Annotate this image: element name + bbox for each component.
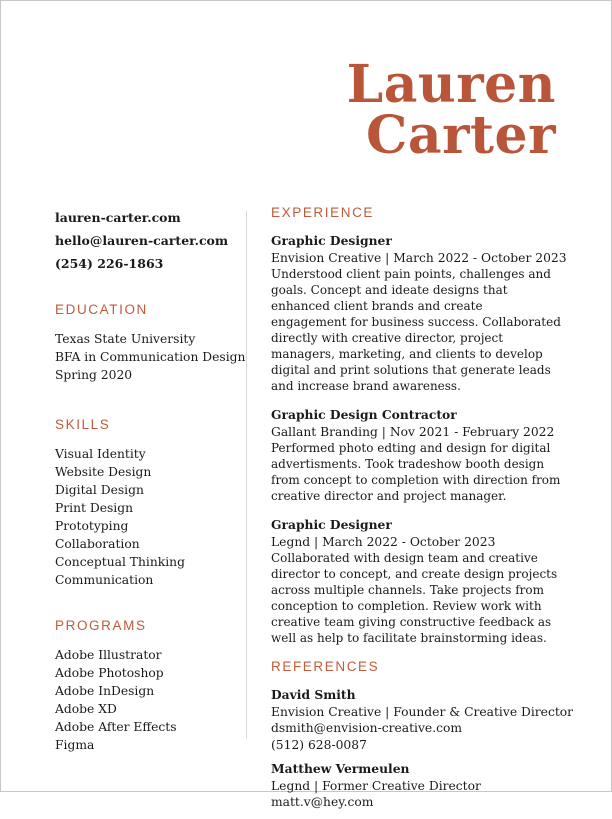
skill-item: Communication bbox=[55, 573, 154, 587]
skill-item: Website Design bbox=[55, 465, 152, 479]
education-date: Spring 2020 bbox=[55, 368, 133, 382]
education-section bbox=[55, 302, 246, 384]
programs-heading: PROGRAMS bbox=[55, 618, 147, 633]
reference-name: Matthew Vermeulen bbox=[271, 761, 410, 776]
skill-item: Collaboration bbox=[55, 537, 140, 551]
reference-company-role: Legnd | Former Creative Director bbox=[271, 778, 481, 793]
experience-heading: EXPERIENCE bbox=[271, 205, 375, 220]
education-school: Texas State University bbox=[55, 332, 196, 346]
reference-company-role: Envision Creative | Founder & Creative Director bbox=[271, 704, 574, 719]
skills-heading: SKILLS bbox=[55, 417, 111, 432]
education-heading: EDUCATION bbox=[55, 302, 148, 317]
references-heading: REFERENCES bbox=[271, 659, 380, 674]
job-title: Graphic Designer bbox=[271, 233, 392, 248]
skill-item: Print Design bbox=[55, 501, 134, 515]
job-company-dates: Legnd | March 2022 - October 2023 bbox=[271, 534, 496, 549]
job-entry bbox=[271, 233, 567, 394]
reference-name: David Smith bbox=[271, 687, 356, 702]
name-first: Lauren bbox=[346, 54, 556, 115]
job-description: Performed photo edting and design for digital advertisments. Took tradeshow booth design from concept to completion with direction from creative director and project manager. bbox=[271, 441, 561, 503]
references-section bbox=[271, 659, 574, 811]
column-divider bbox=[246, 211, 247, 739]
job-entry bbox=[271, 517, 561, 646]
program-item: Figma bbox=[55, 738, 95, 752]
skills-section bbox=[55, 417, 235, 589]
contact-website: lauren-carter.com bbox=[55, 210, 181, 225]
reference-email: dsmith@envision-creative.com bbox=[271, 721, 463, 735]
experience-section bbox=[271, 205, 567, 646]
job-company-dates: Envision Creative | March 2022 - October 2023 bbox=[271, 250, 567, 265]
skill-item: Visual Identity bbox=[55, 447, 146, 461]
program-item: Adobe XD bbox=[55, 702, 117, 716]
job-title: Graphic Designer bbox=[271, 517, 392, 532]
job-entry bbox=[271, 407, 561, 504]
program-item: Adobe After Effects bbox=[55, 720, 177, 734]
job-description: Understood client pain points, challenges and goals. Concept and ideate designs that enhanced client brands and create engagement for business success. Collaborated directly with creative director, project managers, marketing, and clients to develop digital and print solutions that generate leads and increase brand awareness. bbox=[271, 267, 561, 393]
program-item: Adobe Photoshop bbox=[55, 666, 164, 680]
left-column bbox=[55, 206, 246, 754]
contact-email: hello@lauren-carter.com bbox=[55, 233, 229, 248]
reference-entry bbox=[271, 761, 561, 811]
programs-section bbox=[55, 618, 235, 754]
job-company-dates: Gallant Branding | Nov 2021 - February 2022 bbox=[271, 424, 555, 439]
skill-item: Digital Design bbox=[55, 483, 144, 497]
program-item: Adobe Illustrator bbox=[55, 648, 162, 662]
right-column bbox=[271, 205, 574, 819]
job-description: Collaborated with design team and creative director to concept, and create design projects across multiple channels. Take projects from conception to completion. Review work with creative team giving constructive feedback as well as help to facilitate brainstorming ideas. bbox=[271, 551, 558, 645]
skill-item: Prototyping bbox=[55, 519, 129, 533]
reference-entry bbox=[271, 687, 574, 753]
name-last: Carter bbox=[366, 105, 556, 166]
education-degree: BFA in Communication Design bbox=[55, 350, 246, 364]
job-title: Graphic Design Contractor bbox=[271, 407, 457, 422]
name-block bbox=[346, 54, 556, 166]
skill-item: Conceptual Thinking bbox=[55, 555, 185, 569]
contact-phone: (254) 226-1863 bbox=[55, 256, 164, 271]
reference-email: matt.v@hey.com bbox=[271, 795, 374, 809]
contact-block bbox=[55, 206, 235, 275]
reference-phone: (512) 628-0087 bbox=[271, 737, 367, 752]
program-item: Adobe InDesign bbox=[55, 684, 155, 698]
